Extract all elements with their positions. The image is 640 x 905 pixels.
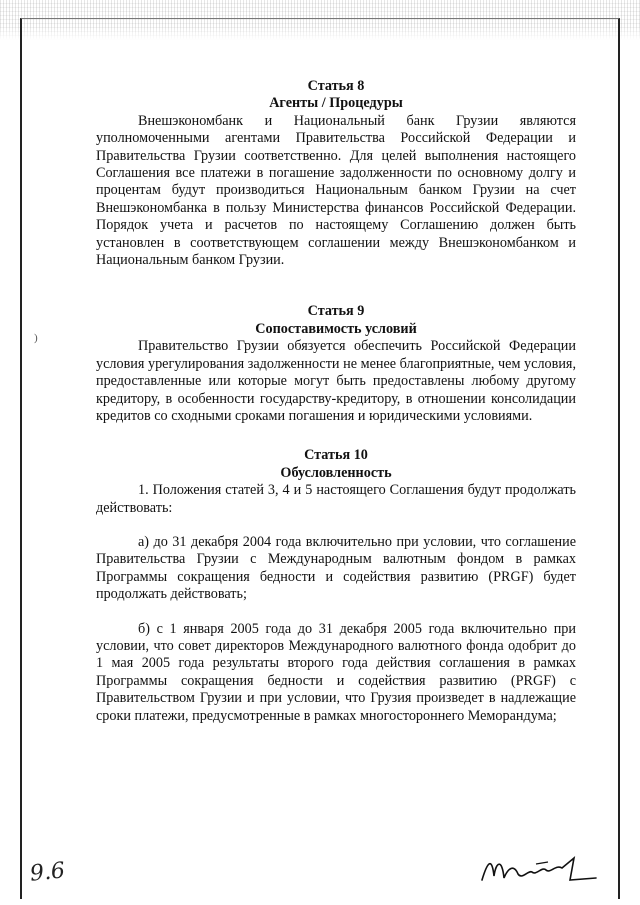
article-10-heading: Статья 10 [304,447,368,464]
article-9-text: Правительство Грузии обязуется обеспечить Российской Федерации условия урегулирования задолженности не менее благоприятные, чем условия, предоставленные или которые могут быть предоставлены любому другому кредитору, в особенности государству-кредитору, в отношении консолидации кредитов со сходными сроками погашения и юридическими условиями. [96,338,576,424]
article-10-intro: 1. Положения статей 3, 4 и 5 настоящего Соглашения будут продолжать действовать: [96,482,576,516]
article-10-title: Обусловленность [280,464,392,481]
article-9-title: Сопоставимость условий [255,320,417,337]
document-body [96,78,576,725]
article-10-item-a: а) до 31 декабря 2004 года включительно при условии, что соглашение Правительства Грузии с Международным валютным фондом в рамках Программы сокращения бедности и содействия развитию (PRGF) будет продолжать действовать; [96,533,576,603]
signature-icon [478,850,598,890]
margin-mark: ) [34,332,38,344]
article-10-item-b: б) с 1 января 2005 года до 31 декабря 2005 года включительно при условии, что совет директоров Международного валютного фонда одобрит до 1 мая 2005 года результаты второго года действия соглашения в рамках Программы сокращения бедности и содействия развитию (PRGF) с Правительством Грузии и при условии, что Грузия произведет в надлежащие сроки платежи, предусмотренные в рамках многостороннего Меморандума; [96,620,576,724]
article-9-heading: Статья 9 [307,303,365,320]
article-8-title: Агенты / Процедуры [269,95,403,112]
article-8-heading: Статья 8 [307,78,365,94]
article-8-text: Внешэкономбанк и Национальный банк Грузии являются уполномоченными агентами Правительства Российской Федерации и Правительства Грузии соответственно. Для целей выполнения настоящего Соглашения все платежи в погашение задолженности по основному долгу и процентам будут производиться Национальным банком Грузии на счет Внешэкономбанка в пользу Министерства финансов Российской Федерации. Порядок учета и расчетов по настоящему Соглашению должен быть установлен в соответствующем соглашении между Внешэкономбанком и Национальным банком Грузии. [96,112,576,269]
page-number: 9.6 [28,858,67,887]
